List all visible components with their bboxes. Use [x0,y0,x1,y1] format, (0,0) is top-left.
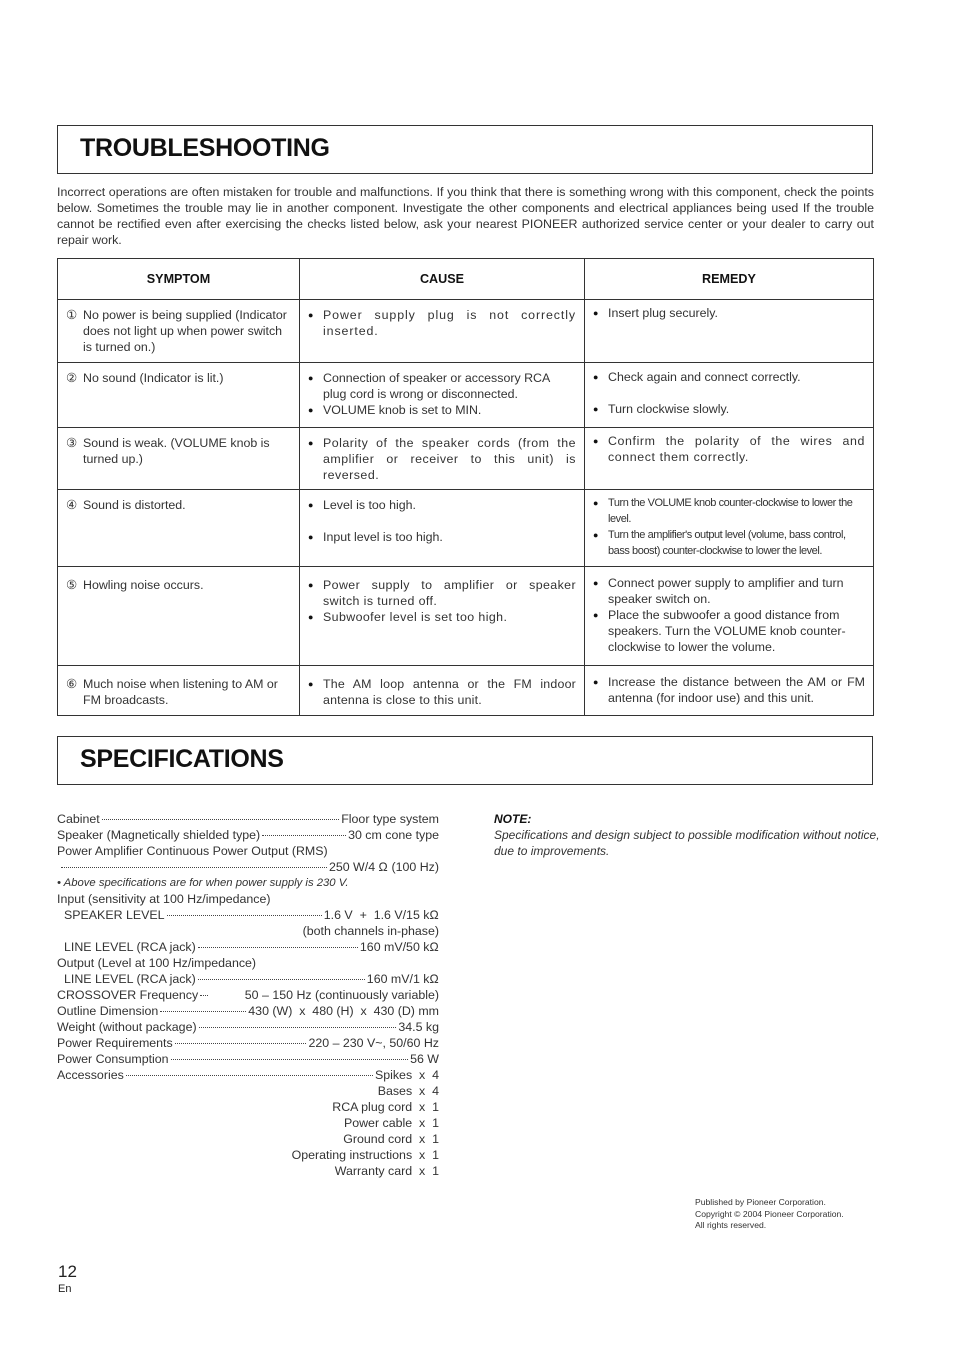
remedy-item: ● Insert plug securely. [593,305,865,321]
symptom-cell [58,490,300,567]
publisher-info [695,1197,844,1232]
note-title: NOTE: [494,812,532,826]
cause-item: ● Power supply to amplifier or speaker switch is turned off. [308,577,576,609]
remedy-item: ● Confirm the polarity of the wires and connect them correctly. [593,433,865,465]
spec-label: CROSSOVER Frequency [57,988,199,1002]
troubleshooting-header-box [57,125,873,174]
spec-value: 30 cm cone type [348,828,439,842]
symptom-cell [58,363,300,428]
spec-power-requirements [57,1035,439,1051]
spec-value: 56 W [410,1052,439,1066]
spec-amp-heading: Power Amplifier Continuous Power Output (RMS) [57,844,328,858]
cause-item: ● Input level is too high. [308,529,576,545]
spec-speaker [57,827,439,843]
remedy-item: ● Turn the VOLUME knob counter-clockwise to lower the level. [593,495,865,527]
accessory-item: Power cable x 1 [343,1116,439,1130]
table-row [58,666,874,716]
spec-label: Weight (without package) [57,1020,197,1034]
troubleshooting-table [57,258,874,716]
symptom-number: ③ [66,436,78,450]
cause-cell [300,666,585,716]
specifications-list [57,811,439,1179]
remedy-item: ● Turn the amplifier's output level (volume, bass control, bass boost) counter-clockwise to lower the level. [593,527,865,559]
remedy-item: ● Connect power supply to amplifier and turn speaker switch on. [593,575,865,607]
table-row [58,428,874,490]
symptom-number: ⑥ [66,677,78,691]
troubleshooting-title: TROUBLESHOOTING [80,134,330,162]
spec-label: Power Consumption [57,1052,169,1066]
spec-label: Cabinet [57,812,100,826]
spec-label: Power Requirements [57,1036,173,1050]
symptom-number: ④ [66,498,78,512]
spec-label: Accessories [57,1068,124,1082]
note-body: Specifications and design subject to possible modification without notice, due to improvements. [494,828,880,858]
spec-label: Speaker (Magnetically shielded type) [57,828,261,842]
cause-cell [300,490,585,567]
spec-value: 160 mV/1 kΩ [366,972,439,986]
remedy-item: ● Place the subwoofer a good distance from speakers. Turn the VOLUME knob counter-clockwise to lower the volume. [593,607,865,655]
troubleshooting-intro: Incorrect operations are often mistaken for trouble and malfunctions. If you think that there is something wrong with this component, check the points below. Sometimes the trouble may lie in another component. Investigate the other components and electrical appliances being used If the trouble cannot be rectified even after exercising the checks listed below, ask your nearest PIONEER authorized service center or your dealer to carry out repair work. [57,185,874,247]
spec-outline [57,1003,439,1019]
specifications-header-box [57,736,873,785]
spec-value: Spikes x 4 [374,1068,439,1082]
remedy-item: ● Increase the distance between the AM or FM antenna (for indoor use) and this unit. [593,674,865,706]
spec-value: 160 mV/50 kΩ [359,940,439,954]
symptom-text: No sound (Indicator is lit.) [83,371,224,385]
spec-accessories [57,1067,439,1083]
remedy-item: ● Check again and connect correctly. [593,369,865,385]
table-row [58,567,874,666]
remedy-cell [585,666,874,716]
symptom-cell [58,567,300,666]
spec-label: LINE LEVEL (RCA jack) [64,940,196,954]
specifications-title: SPECIFICATIONS [80,745,284,773]
remedy-cell [585,567,874,666]
spec-output-heading: Output (Level at 100 Hz/impedance) [57,956,257,970]
remedy-cell [585,300,874,363]
remedy-cell [585,363,874,428]
language-code: En [58,1283,72,1295]
remedy-cell [585,490,874,567]
table-row [58,363,874,428]
symptom-text: Sound is weak. (VOLUME knob is turned up.) [83,436,270,466]
cause-item: ● Level is too high. [308,497,576,513]
cause-cell [300,567,585,666]
cause-item: ● Power supply plug is not correctly inserted. [308,307,576,339]
accessory-item: Ground cord x 1 [343,1132,439,1146]
symptom-text: Howling noise occurs. [83,578,204,592]
remedy-header: REMEDY [585,259,874,300]
cause-item: ● The AM loop antenna or the FM indoor antenna is close to this unit. [308,676,576,708]
spec-value: 430 (W) x 480 (H) x 430 (D) mm [248,1004,439,1018]
spec-line-level-in [57,939,439,955]
symptom-cell [58,300,300,363]
symptom-number: ⑤ [66,578,78,592]
symptom-cell [58,428,300,490]
spec-value: Floor type system [341,812,439,826]
spec-speaker-level [57,907,439,923]
note-block [494,811,884,859]
symptom-header: SYMPTOM [58,259,300,300]
cause-header: CAUSE [300,259,585,300]
symptom-text: No power is being supplied (Indicator does not light up when power switch is turned on.) [83,308,287,354]
cause-cell [300,428,585,490]
spec-power-consumption [57,1051,439,1067]
accessory-item: RCA plug cord x 1 [332,1100,439,1114]
accessory-item: Warranty card x 1 [334,1164,439,1178]
cause-cell [300,300,585,363]
remedy-cell [585,428,874,490]
spec-both-channels: (both channels in-phase) [302,924,439,938]
remedy-item: ● Turn clockwise slowly. [593,401,865,417]
rights-line: All rights reserved. [695,1220,767,1230]
spec-value: 250 W/4 Ω (100 Hz) [328,860,439,874]
spec-cabinet [57,811,439,827]
accessory-item: Bases x 4 [377,1084,439,1098]
spec-footnote: • Above specifications are for when power supply is 230 V. [57,877,349,889]
copyright-line: Copyright © 2004 Pioneer Corporation. [695,1208,844,1219]
cause-item: ● Subwoofer level is set too high. [308,609,576,625]
table-header-row [58,259,874,300]
spec-line-level-out [57,971,439,987]
spec-weight [57,1019,439,1035]
spec-label: SPEAKER LEVEL [64,908,165,922]
spec-input-heading: Input (sensitivity at 100 Hz/impedance) [57,892,271,906]
spec-label: LINE LEVEL (RCA jack) [64,972,196,986]
spec-value: 1.6 V + 1.6 V/15 kΩ [323,908,439,922]
spec-value: 50 – 150 Hz (continuously variable) [244,988,439,1002]
spec-value: 220 – 230 V~, 50/60 Hz [308,1036,439,1050]
cause-cell [300,363,585,428]
table-row [58,490,874,567]
symptom-number: ① [66,308,78,322]
cause-item: ● Connection of speaker or accessory RCA plug cord is wrong or disconnected. [308,370,576,402]
spec-label: Outline Dimension [57,1004,159,1018]
publisher-line: Published by Pioneer Corporation. [695,1197,826,1207]
symptom-text: Much noise when listening to AM or FM broadcasts. [83,677,278,707]
page-number: 12 [58,1262,77,1281]
spec-crossover [57,987,439,1003]
spec-value: 34.5 kg [398,1020,439,1034]
spec-amp-output [57,859,439,875]
cause-item: ● Polarity of the speaker cords (from the amplifier or receiver to this unit) is reversed. [308,435,576,483]
symptom-text: Sound is distorted. [83,498,186,512]
table-row [58,300,874,363]
cause-item: ● VOLUME knob is set to MIN. [308,402,576,418]
symptom-cell [58,666,300,716]
symptom-number: ② [66,371,78,385]
accessory-item: Operating instructions x 1 [291,1148,439,1162]
